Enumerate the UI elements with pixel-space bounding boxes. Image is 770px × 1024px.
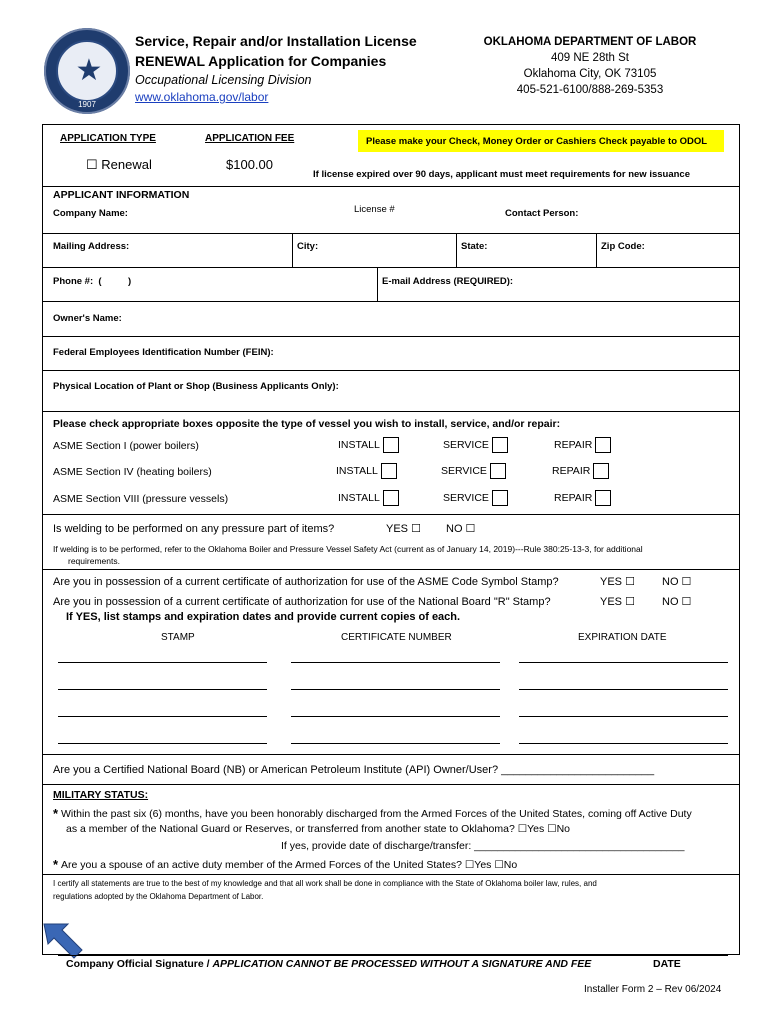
stamp-entry-line[interactable] — [58, 662, 267, 663]
seal-ring — [56, 40, 118, 102]
repair-checkbox-section-viii[interactable]: REPAIR — [554, 490, 611, 506]
company-name-field[interactable]: Company Name: — [53, 208, 128, 219]
expired-notice: If license expired over 90 days, applicant must meet requirements for new issuance — [313, 169, 690, 180]
signature-label: Company Official Signature / APPLICATION CANNOT BE PROCESSED WITHOUT A SIGNATURE AND FEE — [66, 958, 592, 970]
repair-checkbox-section-iv[interactable]: REPAIR — [552, 463, 609, 479]
title-line-2: RENEWAL Application for Companies — [135, 53, 387, 69]
military-question-1: Within the past six (6) months, have you been honorably discharged from the Armed Forces of the United States, coming off Active Duty — [61, 808, 692, 820]
expiration-entry-line[interactable] — [519, 662, 728, 663]
star-icon: ★ — [75, 54, 103, 87]
military-star-1: * — [53, 806, 59, 821]
payable-notice: Please make your Check, Money Order or Cashiers Check payable to ODOL — [366, 136, 708, 147]
street-address: 409 NE 28th St — [551, 52, 629, 64]
service-checkbox-section-i[interactable]: SERVICE — [443, 437, 508, 453]
welding-question: Is welding to be performed on any pressure part of items? — [53, 523, 335, 535]
website-link[interactable]: www.oklahoma.gov/labor — [135, 90, 269, 104]
stamp-column-header: STAMP — [161, 632, 195, 643]
certificate-entry-line[interactable] — [291, 689, 500, 690]
asme-stamp-question: Are you in possession of a current certificate of authorization for use of the ASME Code Symbol Stamp? — [53, 576, 559, 588]
r-stamp-question: Are you in possession of a current certificate of authorization for use of the National Board "R" Stamp? — [53, 596, 551, 608]
spouse-question[interactable]: Are you a spouse of an active duty member of the Armed Forces of the United States? ☐Yes ☐No — [61, 859, 518, 871]
certificate-entry-line[interactable] — [291, 743, 500, 744]
email-field[interactable]: E-mail Address (REQUIRED): — [382, 276, 514, 287]
contact-person-field[interactable]: Contact Person: — [505, 208, 579, 219]
city-field[interactable]: City: — [297, 241, 319, 252]
stamp-entry-line[interactable] — [58, 689, 267, 690]
nb-api-question[interactable]: Are you a Certified National Board (NB) or American Petroleum Institute (API) Owner/User? _________________________ — [53, 764, 655, 776]
certificate-entry-line[interactable] — [291, 662, 500, 663]
form-revision: Installer Form 2 – Rev 06/2024 — [584, 984, 722, 995]
welding-yes-checkbox[interactable]: YES ☐ — [386, 523, 421, 535]
plant-location-field[interactable]: Physical Location of Plant or Shop (Business Applicants Only): — [53, 381, 339, 392]
city-address: Oklahoma City, OK 73105 — [523, 68, 657, 80]
phone-field[interactable]: Phone #: ( ) — [53, 276, 132, 287]
application-type-label: APPLICATION TYPE — [60, 133, 156, 144]
license-number-field[interactable]: License # — [354, 204, 395, 215]
service-checkbox-section-iv[interactable]: SERVICE — [441, 463, 506, 479]
discharge-date-field[interactable]: If yes, provide date of discharge/transfer: ____________________________________ — [281, 840, 685, 852]
asme-yes-checkbox[interactable]: YES ☐ — [600, 576, 635, 588]
phone-numbers: 405-521-6100/888-269-5353 — [516, 84, 664, 96]
welding-no-checkbox[interactable]: NO ☐ — [446, 523, 476, 535]
certificate-column-header: CERTIFICATE NUMBER — [341, 632, 452, 643]
vessel-instruction: Please check appropriate boxes opposite the type of vessel you wish to install, service, and/or repair: — [53, 418, 561, 430]
military-star-2: * — [53, 857, 59, 872]
zip-code-field[interactable]: Zip Code: — [601, 241, 645, 252]
state-seal — [44, 28, 130, 114]
applicant-section-title: APPLICANT INFORMATION — [53, 189, 190, 201]
if-yes-instruction: If YES, list stamps and expiration dates and provide current copies of each. — [66, 611, 461, 623]
asme-no-checkbox[interactable]: NO ☐ — [662, 576, 692, 588]
date-label: DATE — [653, 958, 681, 970]
signature-line[interactable] — [58, 955, 728, 956]
title-line-1: Service, Repair and/or Installation License — [135, 33, 417, 49]
renewal-checkbox[interactable]: ☐ Renewal — [86, 157, 152, 172]
military-question-1-options[interactable]: as a member of the National Guard or Reserves, or transferred from another state to Oklahoma? ☐Yes ☐No — [66, 823, 571, 835]
install-checkbox-section-iv[interactable]: INSTALL — [336, 463, 397, 479]
certificate-entry-line[interactable] — [291, 716, 500, 717]
vessel-row-label: ASME Section VIII (pressure vessels) — [53, 493, 229, 505]
division-name: Occupational Licensing Division — [135, 73, 312, 87]
stamp-entry-line[interactable] — [58, 716, 267, 717]
fee-amount: $100.00 — [226, 157, 273, 172]
owner-name-field[interactable]: Owner's Name: — [53, 313, 122, 324]
mailing-address-field[interactable]: Mailing Address: — [53, 241, 130, 252]
stamp-entry-line[interactable] — [58, 743, 267, 744]
arrow-icon — [38, 920, 86, 960]
repair-checkbox-section-i[interactable]: REPAIR — [554, 437, 611, 453]
install-checkbox-section-viii[interactable]: INSTALL — [338, 490, 399, 506]
welding-note-line-1: If welding is to be performed, refer to the Oklahoma Boiler and Pressure Vessel Safety Act (current as of January 14, 2019)---Rule 380:25-13-3, for additional — [53, 544, 643, 554]
seal-year: 1907 — [78, 100, 96, 109]
department-name: OKLAHOMA DEPARTMENT OF LABOR — [483, 36, 697, 48]
vessel-row-label: ASME Section I (power boilers) — [53, 440, 199, 452]
military-status-title: MILITARY STATUS: — [53, 789, 149, 801]
expiration-entry-line[interactable] — [519, 689, 728, 690]
install-checkbox-section-i[interactable]: INSTALL — [338, 437, 399, 453]
application-fee-label: APPLICATION FEE — [205, 133, 295, 144]
expiration-entry-line[interactable] — [519, 743, 728, 744]
fein-field[interactable]: Federal Employees Identification Number (FEIN): — [53, 347, 274, 358]
welding-note-line-2: requirements. — [68, 556, 120, 566]
certify-line-1: I certify all statements are true to the best of my knowledge and that all work shall be done in compliance with the State of Oklahoma boiler law, rules, and — [53, 879, 597, 888]
service-checkbox-section-viii[interactable]: SERVICE — [443, 490, 508, 506]
r-stamp-no-checkbox[interactable]: NO ☐ — [662, 596, 692, 608]
expiration-entry-line[interactable] — [519, 716, 728, 717]
certify-line-2: regulations adopted by the Oklahoma Department of Labor. — [53, 892, 264, 901]
expiration-column-header: EXPIRATION DATE — [578, 632, 667, 643]
state-field[interactable]: State: — [461, 241, 488, 252]
r-stamp-yes-checkbox[interactable]: YES ☐ — [600, 596, 635, 608]
vessel-row-label: ASME Section IV (heating boilers) — [53, 466, 212, 478]
